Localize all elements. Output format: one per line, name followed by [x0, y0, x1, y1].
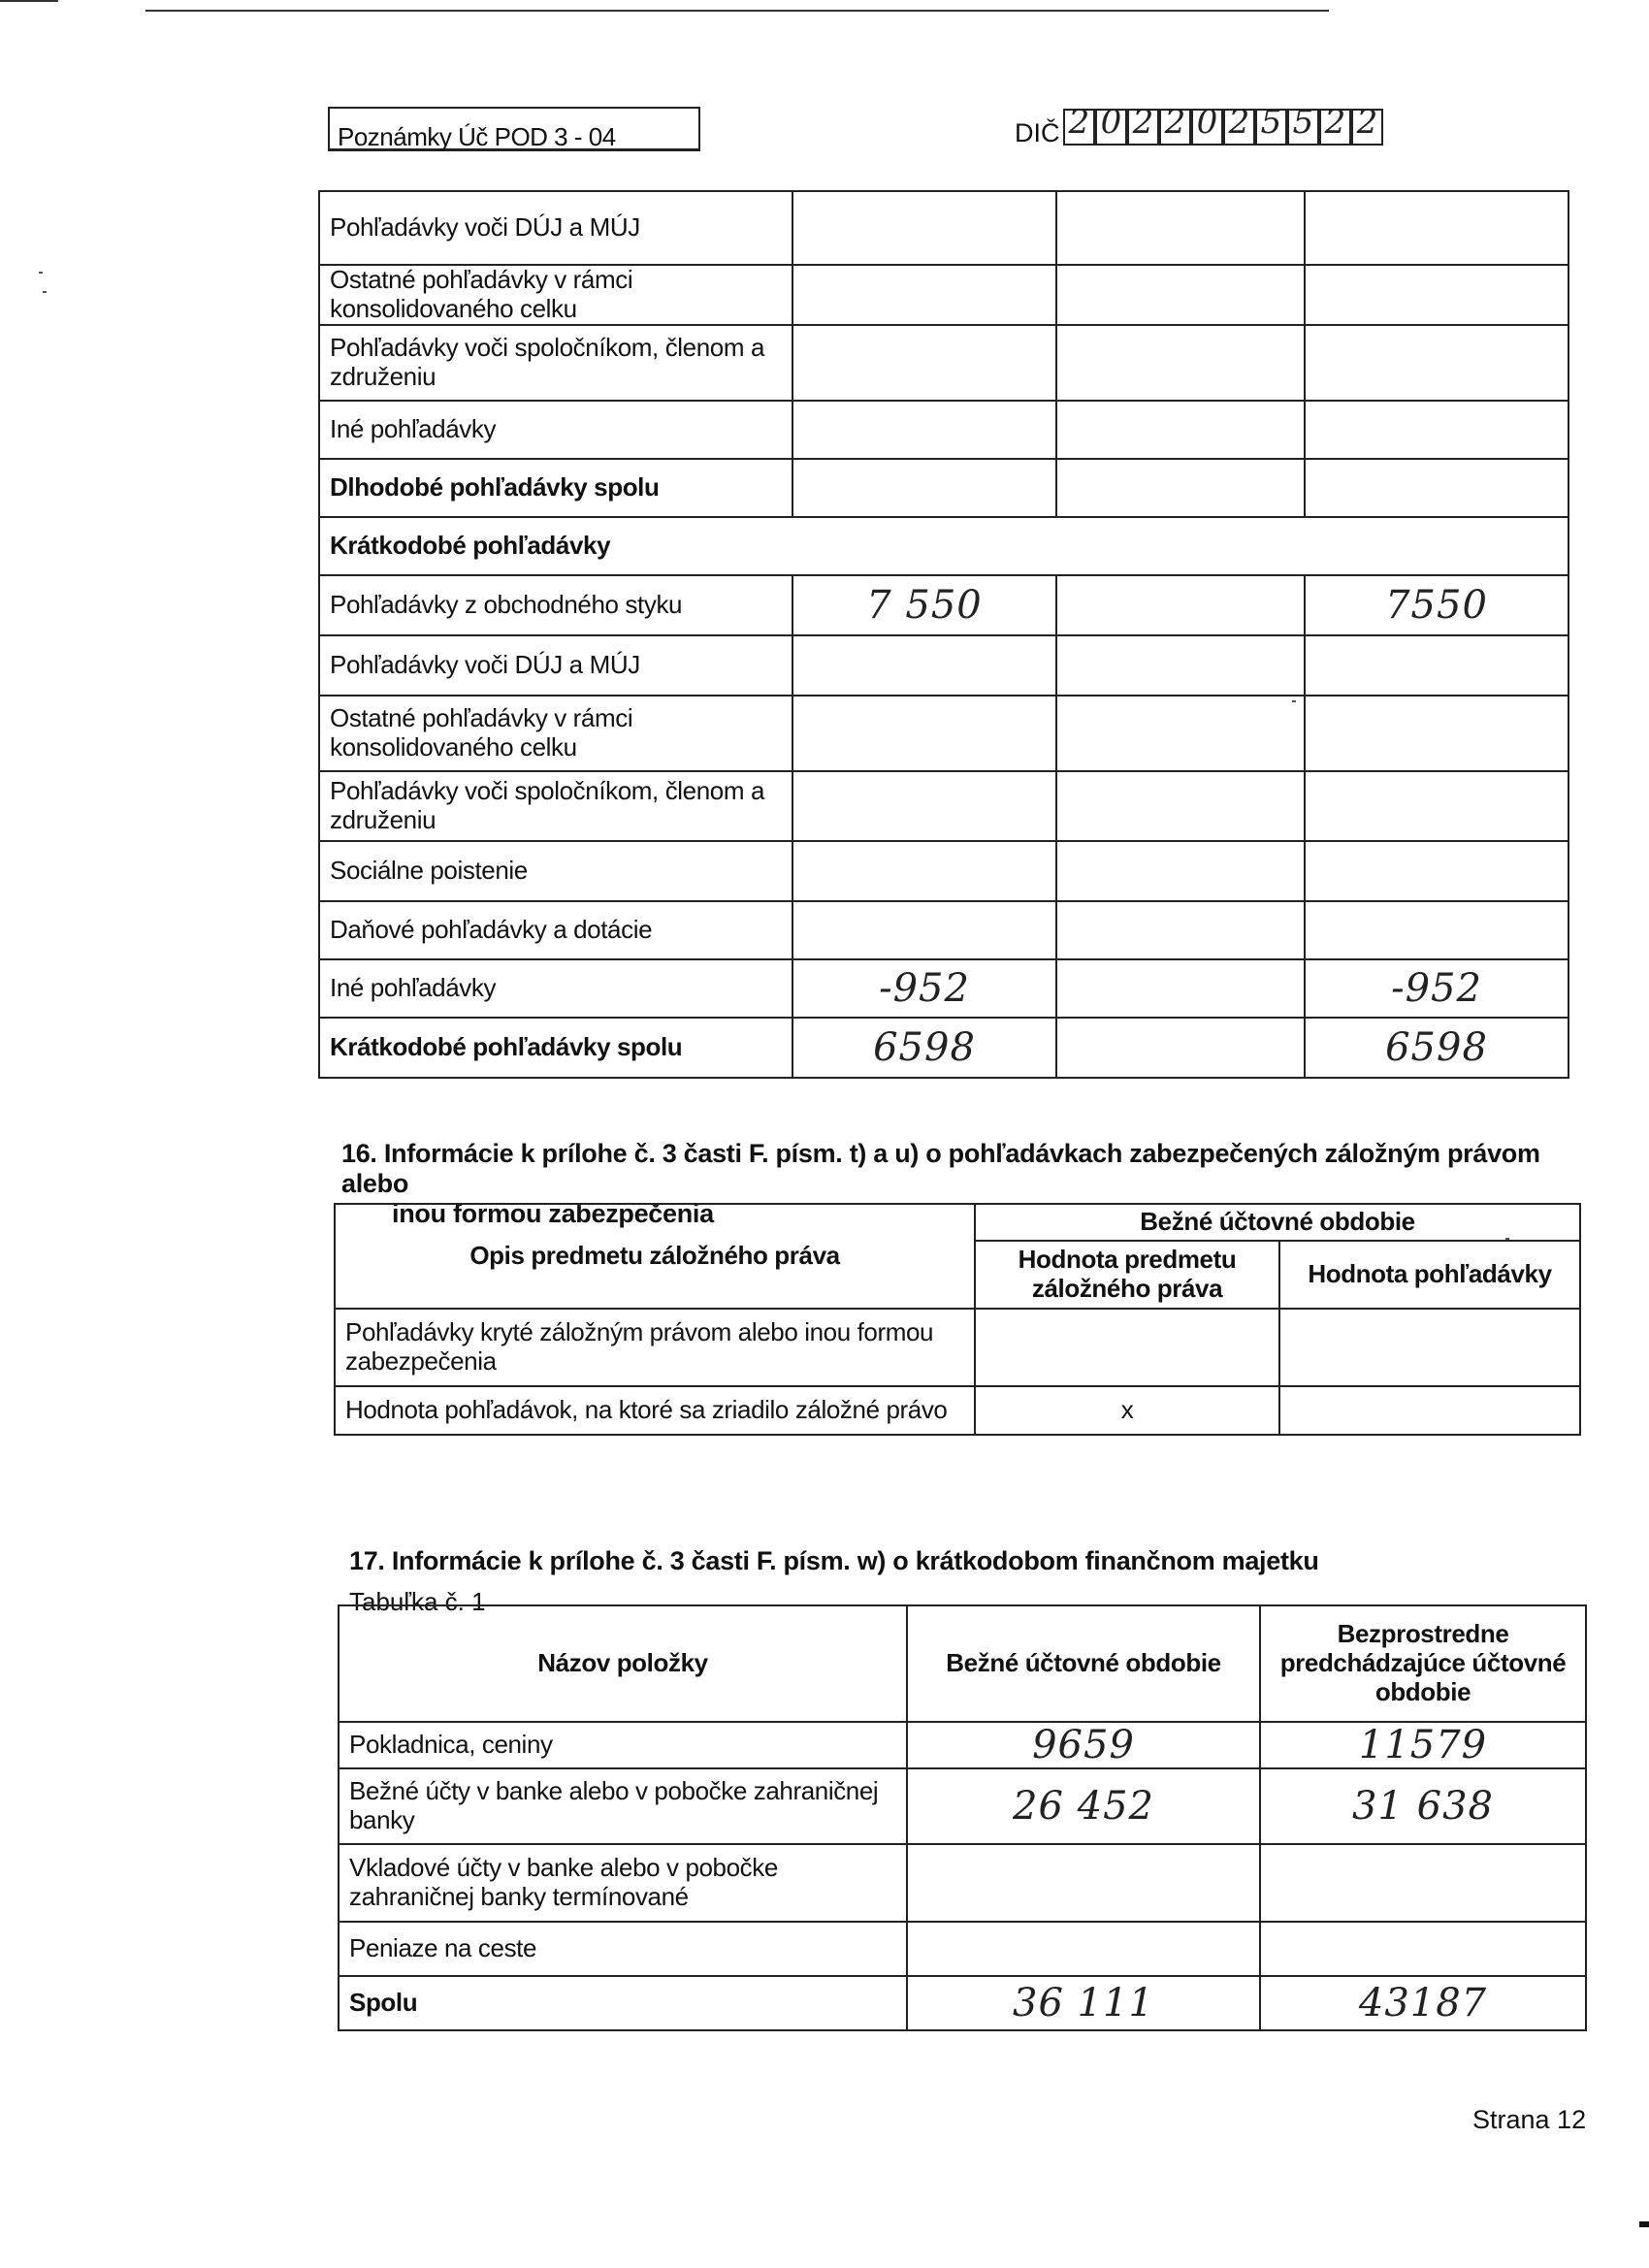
dic-digit: 2 [1356, 103, 1378, 142]
value-cell [1279, 1386, 1580, 1435]
dic-digit: 5 [1260, 103, 1282, 142]
value-cell [1056, 191, 1305, 265]
value-cell [1056, 265, 1305, 325]
value-cell [792, 696, 1056, 771]
value-cell [792, 635, 1056, 696]
form-label: Poznámky Úč POD 3 - 04 [328, 107, 700, 151]
value-cell [1305, 841, 1568, 901]
row-label: Pokladnica, ceniny [339, 1722, 907, 1768]
scan-speck [1505, 1238, 1509, 1240]
receivables-table [318, 190, 1569, 1079]
value-cell [1305, 696, 1568, 771]
row-label: Bežné účty v banke alebo v pobočke zahraničnej banky [339, 1768, 907, 1844]
pledge-table [334, 1203, 1581, 1436]
table-row [319, 459, 1568, 517]
value-cell [1056, 1018, 1305, 1078]
value-cell [792, 459, 1056, 517]
table-row [319, 401, 1568, 459]
value-cell [1056, 575, 1305, 635]
short-term-total-label: Krátkodobé pohľadávky spolu [319, 1018, 792, 1078]
table-row [319, 575, 1568, 635]
row-label: Iné pohľadávky [319, 959, 792, 1018]
value-cell: 43187 [1260, 1976, 1586, 2030]
table-row [335, 1309, 1580, 1386]
row-label: Pohľadávky voči DÚJ a MÚJ [319, 635, 792, 696]
value-cell [907, 1844, 1260, 1922]
value-cell [792, 265, 1056, 325]
value-cell: 7 550 [792, 575, 1056, 635]
row-label: Pohľadávky kryté záložným právom alebo inou formou zabezpečenia [335, 1309, 975, 1386]
value-cell [1279, 1309, 1580, 1386]
value-cell [907, 1922, 1260, 1976]
value-cell [1056, 401, 1305, 459]
value-cell [1056, 841, 1305, 901]
scan-speck [1292, 700, 1296, 702]
table-row [319, 517, 1568, 575]
table-row [335, 1386, 1580, 1435]
value-cell [792, 841, 1056, 901]
financial-assets-table [338, 1604, 1587, 2031]
value-cell: 26 452 [907, 1768, 1260, 1844]
table-row [319, 325, 1568, 401]
col-header-value-receivable: Hodnota pohľadávky [1279, 1241, 1580, 1309]
scan-top-line [146, 10, 1329, 12]
value-cell: 36 111 [907, 1976, 1260, 2030]
dic-label: DIČ [1015, 118, 1060, 147]
section16-title-line1: 16. Informácie k prílohe č. 3 časti F. písm. t) a u) o pohľadávkach zabezpečených záložným právom alebo [341, 1139, 1540, 1199]
table-row [339, 1722, 1586, 1768]
value-cell [792, 401, 1056, 459]
value-cell [1056, 771, 1305, 841]
table-row [339, 1768, 1586, 1844]
row-label: Pohľadávky voči spoločníkom, členom a združeniu [319, 325, 792, 401]
dic-digit: 2 [1228, 103, 1250, 142]
long-term-total-label: Dlhodobé pohľadávky spolu [319, 459, 792, 517]
value-cell [1056, 635, 1305, 696]
scan-speck [39, 272, 43, 274]
row-label: Daňové pohľadávky a dotácie [319, 901, 792, 959]
value-cell [1056, 696, 1305, 771]
table-row [339, 1844, 1586, 1922]
col-header-current: Bežné účtovné obdobie [907, 1605, 1260, 1722]
value-cell [1056, 959, 1305, 1018]
value-cell [1305, 635, 1568, 696]
value-cell [1260, 1922, 1586, 1976]
table-row [319, 841, 1568, 901]
dic-digit: 2 [1132, 103, 1154, 142]
value-cell [1056, 325, 1305, 401]
total-label: Spolu [339, 1976, 907, 2030]
col-header-name: Názov položky [339, 1605, 907, 1722]
dic-digit: 2 [1164, 103, 1186, 142]
row-label: Vkladové účty v banke alebo v pobočke zahraničnej banky termínované [339, 1844, 907, 1922]
dic-digit: 0 [1196, 103, 1218, 142]
table-row [319, 901, 1568, 959]
dic-digit: 2 [1324, 103, 1346, 142]
value-cell [1056, 901, 1305, 959]
table-row [339, 1976, 1586, 2030]
value-cell: -952 [792, 959, 1056, 1018]
value-cell [1305, 401, 1568, 459]
value-cell [1305, 771, 1568, 841]
scan-speck [1639, 2221, 1649, 2227]
value-cell: -952 [1305, 959, 1568, 1018]
table-row [319, 696, 1568, 771]
value-cell: 6598 [1305, 1018, 1568, 1078]
value-cell [1305, 325, 1568, 401]
row-label: Sociálne poistenie [319, 841, 792, 901]
table-row [319, 191, 1568, 265]
table-row [319, 1018, 1568, 1078]
row-label: Peniaze na ceste [339, 1922, 907, 1976]
table-row [339, 1605, 1586, 1722]
value-cell: 11579 [1260, 1722, 1586, 1768]
scan-edge-line [0, 0, 58, 2]
value-cell: 9659 [907, 1722, 1260, 1768]
table-row [335, 1204, 1580, 1241]
value-cell [1056, 459, 1305, 517]
row-label: Pohľadávky z obchodného styku [319, 575, 792, 635]
section17-title: 17. Informácie k prílohe č. 3 časti F. písm. w) o krátkodobom finančnom majetku [349, 1546, 1319, 1575]
value-cell: 6598 [792, 1018, 1056, 1078]
value-cell: 31 638 [1260, 1768, 1586, 1844]
table-row [319, 265, 1568, 325]
dic-digit: 2 [1068, 103, 1090, 142]
row-label: Pohľadávky voči DÚJ a MÚJ [319, 191, 792, 265]
row-label: Iné pohľadávky [319, 401, 792, 459]
dic-digit: 5 [1292, 103, 1314, 142]
value-cell [792, 191, 1056, 265]
section17-subtitle: Tabuľka č. 1 [349, 1587, 486, 1616]
value-cell [1260, 1844, 1586, 1922]
short-term-header: Krátkodobé pohľadávky [319, 517, 1568, 575]
value-cell [792, 771, 1056, 841]
value-cell [1305, 901, 1568, 959]
col-header-previous: Bezprostredne predchádzajúce účtovné obdobie [1260, 1605, 1586, 1722]
page-number: Strana 12 [1472, 2105, 1587, 2134]
value-cell [1305, 265, 1568, 325]
row-label: Ostatné pohľadávky v rámci konsolidovaného celku [319, 265, 792, 325]
row-label: Hodnota pohľadávok, na ktoré sa zriadilo záložné právo [335, 1386, 975, 1435]
row-label: Pohľadávky voči spoločníkom, členom a združeniu [319, 771, 792, 841]
col-header-description: Opis predmetu záložného práva [335, 1204, 975, 1309]
col-header-value-subject: Hodnota predmetu záložného práva [975, 1241, 1279, 1309]
row-label: Ostatné pohľadávky v rámci konsolidovaného celku [319, 696, 792, 771]
table-row [319, 771, 1568, 841]
value-cell [975, 1309, 1279, 1386]
value-cell: x [975, 1386, 1279, 1435]
value-cell [1305, 191, 1568, 265]
col-header-period: Bežné účtovné obdobie [975, 1204, 1580, 1241]
value-cell [1305, 459, 1568, 517]
table-row [319, 959, 1568, 1018]
value-cell [792, 325, 1056, 401]
table-row [339, 1922, 1586, 1976]
value-cell: 7550 [1305, 575, 1568, 635]
dic-digit: 0 [1100, 103, 1122, 142]
scan-speck [43, 291, 47, 293]
table-row [319, 635, 1568, 696]
value-cell [792, 901, 1056, 959]
section16-title-line2: inou formou zabezpečenia [392, 1199, 714, 1229]
